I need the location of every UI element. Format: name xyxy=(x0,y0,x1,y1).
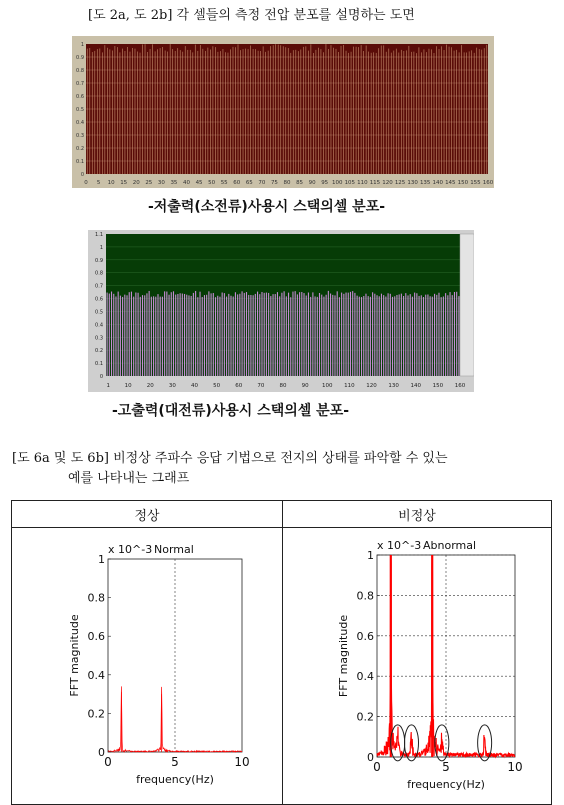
x-tick-label: 95 xyxy=(321,180,329,186)
y-tick-label: 0.8 xyxy=(87,591,105,605)
cell-abnormal xyxy=(283,528,552,805)
y-tick-label: 0.2 xyxy=(95,348,103,355)
x-tick-label: 150 xyxy=(432,383,444,389)
x-tick-label: 130 xyxy=(388,383,399,389)
x-tick-label: 130 xyxy=(407,180,418,186)
x-tick-label: 0 xyxy=(104,755,112,769)
scale-label: x 10^-3 xyxy=(377,539,422,552)
x-tick-label: 115 xyxy=(369,180,381,186)
chart-high-output xyxy=(88,230,474,392)
x-tick-label: 110 xyxy=(344,383,355,389)
x-tick-label: 80 xyxy=(283,180,291,186)
y-tick-label: 1.1 xyxy=(95,232,103,238)
comparison-table xyxy=(11,500,552,805)
x-tick-label: 110 xyxy=(357,180,368,186)
x-tick-label: 40 xyxy=(191,383,198,389)
y-tick-label: 0 xyxy=(98,746,105,759)
y-tick-label: 0.6 xyxy=(87,630,105,644)
y-tick-label: 1 xyxy=(80,42,84,48)
caption-figure-6-line1: [도 6a 및 도 6b] 비정상 주파수 응답 기법으로 전지의 상태를 파악할 수 있는 xyxy=(12,451,448,466)
x-tick-label: 35 xyxy=(170,180,178,186)
x-tick-label: 60 xyxy=(233,180,241,186)
chart-low-output xyxy=(72,36,494,188)
x-tick-label: 15 xyxy=(120,180,128,186)
x-tick-label: 75 xyxy=(270,180,278,186)
y-tick-label: 0.9 xyxy=(76,55,84,61)
y-tick-label: 0.8 xyxy=(76,68,84,74)
y-tick-label: 0.2 xyxy=(356,710,374,724)
y-axis-label: FFT magnitude xyxy=(68,614,81,697)
y-tick-label: 0.3 xyxy=(76,133,84,139)
x-tick-label: 120 xyxy=(382,180,393,186)
y-tick-label: 1 xyxy=(98,553,105,566)
x-tick-label: 150 xyxy=(457,180,469,186)
x-tick-label: 145 xyxy=(445,180,456,186)
x-tick-label: 140 xyxy=(410,383,421,389)
x-tick-label: 140 xyxy=(432,180,443,186)
y-tick-label: 0.3 xyxy=(95,335,103,342)
caption-figure-6-line2: 예를 나타내는 그래프 xyxy=(68,471,190,486)
x-tick-label: 60 xyxy=(235,383,243,389)
y-tick-label: 0.8 xyxy=(356,589,374,603)
x-tick-label: 125 xyxy=(394,180,406,186)
y-tick-label: 0.6 xyxy=(95,296,103,303)
x-tick-label: 70 xyxy=(257,383,265,389)
x-tick-label: 25 xyxy=(145,180,153,186)
x-tick-label: 50 xyxy=(208,180,216,186)
x-tick-label: 0 xyxy=(84,180,88,186)
x-tick-label: 30 xyxy=(157,180,165,186)
y-tick-label: 0.1 xyxy=(95,361,103,368)
chart-title: Normal xyxy=(154,543,194,556)
y-tick-label: 1 xyxy=(367,549,374,562)
x-tick-label: 65 xyxy=(245,180,253,186)
header-abnormal: 비정상 xyxy=(283,501,552,528)
y-tick-label: 0.4 xyxy=(95,322,103,329)
chart-fft-abnormal xyxy=(283,528,551,800)
x-tick-label: 1 xyxy=(106,383,110,389)
x-tick-label: 160 xyxy=(454,383,466,389)
chart-fft-normal xyxy=(12,528,282,800)
x-tick-label: 10 xyxy=(234,755,250,769)
x-tick-label: 10 xyxy=(507,760,523,774)
header-normal: 정상 xyxy=(12,501,283,528)
x-tick-label: 55 xyxy=(220,180,228,186)
x-tick-label: 135 xyxy=(419,180,431,186)
y-tick-label: 0.4 xyxy=(76,120,84,126)
scale-label: x 10^-3 xyxy=(108,543,153,556)
x-tick-label: 10 xyxy=(124,383,132,389)
y-tick-label: 0.1 xyxy=(76,159,84,165)
caption-figure-2: [도 2a, 도 2b] 각 셀들의 측정 전압 분포를 설명하는 도면 xyxy=(88,8,415,23)
x-tick-label: 20 xyxy=(132,180,140,186)
y-tick-label: 0 xyxy=(80,172,84,178)
x-tick-label: 80 xyxy=(279,383,287,389)
plot-area xyxy=(106,234,460,376)
x-tick-label: 0 xyxy=(373,760,381,774)
chart-title: Abnormal xyxy=(423,539,477,552)
caption-low-output: -저출력(소전류)사용시 스택의셀 분포- xyxy=(148,199,386,215)
y-tick-label: 0.4 xyxy=(87,668,105,682)
x-tick-label: 160 xyxy=(482,180,494,186)
x-tick-label: 100 xyxy=(332,180,343,186)
y-tick-label: 0.6 xyxy=(356,629,374,643)
x-tick-label: 85 xyxy=(296,180,304,186)
x-tick-label: 105 xyxy=(344,180,356,186)
y-tick-label: 0.2 xyxy=(76,146,84,152)
x-tick-label: 5 xyxy=(171,755,179,769)
x-tick-label: 90 xyxy=(308,180,316,186)
y-tick-label: 0.6 xyxy=(76,94,84,100)
y-tick-label: 0.9 xyxy=(95,257,103,264)
y-tick-label: 0.7 xyxy=(76,81,84,87)
y-tick-label: 0.4 xyxy=(356,670,374,684)
x-tick-label: 45 xyxy=(195,180,203,186)
y-tick-label: 0 xyxy=(99,374,103,380)
x-tick-label: 10 xyxy=(107,180,115,186)
cell-normal xyxy=(12,528,283,805)
x-tick-label: 120 xyxy=(366,383,377,389)
scroll-edge xyxy=(460,234,474,376)
x-tick-label: 50 xyxy=(213,383,221,389)
caption-high-output: -고출력(대전류)사용시 스택의셀 분포- xyxy=(112,403,350,419)
y-tick-label: 0.8 xyxy=(95,270,103,277)
x-tick-label: 30 xyxy=(168,383,176,389)
y-tick-label: 0.5 xyxy=(76,107,84,113)
x-tick-label: 20 xyxy=(146,383,154,389)
x-tick-label: 5 xyxy=(442,760,450,774)
y-tick-label: 0 xyxy=(367,751,374,764)
x-tick-label: 40 xyxy=(183,180,190,186)
x-tick-label: 5 xyxy=(96,180,101,186)
y-tick-label: 0.7 xyxy=(95,283,103,290)
x-tick-label: 90 xyxy=(301,383,309,389)
y-tick-label: 0.2 xyxy=(87,707,105,721)
x-axis-label: frequency(Hz) xyxy=(136,773,214,786)
y-axis-label: FFT magnitude xyxy=(337,614,350,698)
y-tick-label: 1 xyxy=(99,244,103,251)
x-tick-label: 100 xyxy=(322,383,333,389)
x-axis-label: frequency(Hz) xyxy=(407,778,485,791)
x-tick-label: 155 xyxy=(470,180,481,186)
x-tick-label: 70 xyxy=(258,180,266,186)
y-tick-label: 0.5 xyxy=(95,309,103,316)
